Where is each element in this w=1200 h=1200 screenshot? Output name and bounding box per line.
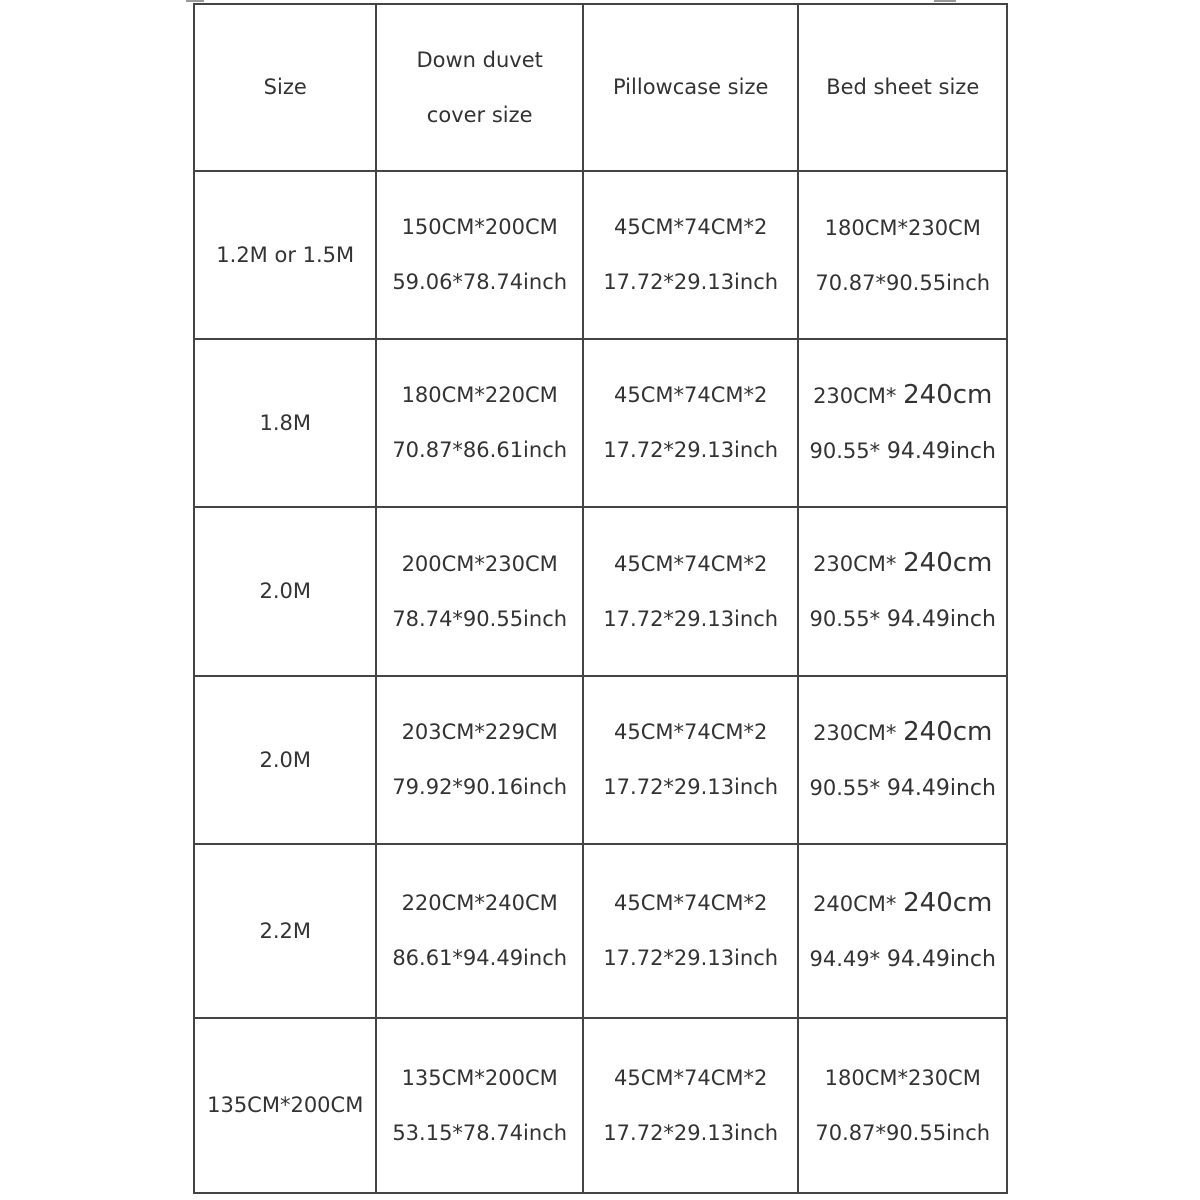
duvet-cm-value: 135CM*200CM [401, 1065, 558, 1090]
top-edge-mark-left [186, 0, 204, 2]
duvet-cell [376, 676, 583, 844]
sheet-inch-value [799, 1106, 1006, 1161]
size-value: 1.8M [259, 410, 311, 435]
sheet-inch-value [799, 256, 1006, 311]
pillow-cm-value: 45CM*74CM*2 [614, 891, 768, 915]
size-cell [194, 507, 376, 676]
table-header-row [194, 4, 1007, 171]
sheet-cm-part-b: 240cm [903, 887, 993, 918]
sheet-cm-value [799, 200, 1006, 256]
pillow-inch-value: 17.72*29.13inch [603, 270, 779, 294]
table-row [194, 1018, 1007, 1193]
sheet-inch-part-b: 94.49inch [886, 607, 996, 632]
sheet-cm-part-a: 240CM* [813, 891, 897, 916]
sheet-inch-part-a: 90.55* [809, 438, 881, 463]
table-row [194, 507, 1007, 676]
pillow-cell [583, 171, 799, 339]
table-row [194, 676, 1007, 844]
header-size-label: Size [263, 75, 307, 99]
duvet-cm-value: 203CM*229CM [401, 720, 558, 744]
duvet-cm-value: 220CM*240CM [401, 891, 558, 915]
sheet-inch-part-a: 70.87*90.55inch [815, 1121, 991, 1145]
duvet-cell [376, 171, 583, 339]
sheet-cm-part-a: 180CM*230CM [824, 1066, 981, 1090]
duvet-cell [376, 339, 583, 507]
size-cell [194, 844, 376, 1018]
sheet-inch-value [799, 761, 1006, 816]
pillow-cm-value: 45CM*74CM*2 [614, 1065, 768, 1090]
sheet-cell [798, 676, 1007, 844]
header-sheet-label: Bed sheet size [826, 75, 980, 99]
sheet-cm-part-a: 230CM* [813, 552, 897, 576]
pillow-cell [583, 339, 799, 507]
sheet-inch-part-b: 94.49inch [886, 946, 996, 972]
sheet-inch-value [799, 932, 1006, 987]
pillow-inch-value: 17.72*29.13inch [603, 606, 779, 631]
sheet-inch-part-a: 94.49* [809, 946, 881, 971]
sheet-cm-value [799, 536, 1006, 592]
table-row [194, 339, 1007, 507]
pillow-inch-value: 17.72*29.13inch [603, 775, 779, 799]
duvet-cm-value: 200CM*230CM [401, 551, 558, 576]
pillow-cm-value: 45CM*74CM*2 [614, 551, 768, 576]
sheet-inch-value [799, 592, 1006, 647]
pillow-inch-value: 17.72*29.13inch [603, 946, 779, 970]
table-row [194, 171, 1007, 339]
bedding-size-table [193, 3, 1008, 1194]
sheet-inch-value [799, 424, 1006, 479]
header-duvet-label-line2: cover size [426, 102, 533, 127]
header-size-cell [194, 4, 376, 171]
sheet-cm-value [799, 368, 1006, 424]
table-row [194, 844, 1007, 1018]
size-cell [194, 1018, 376, 1193]
sheet-cm-part-b: 240cm [903, 716, 993, 747]
sheet-inch-part-b: 94.49inch [886, 775, 996, 801]
pillow-inch-value: 17.72*29.13inch [603, 438, 779, 462]
sheet-cell [798, 844, 1007, 1018]
header-duvet-label-line1: Down duvet [416, 47, 543, 72]
sheet-inch-part-a: 70.87*90.55inch [815, 270, 991, 295]
duvet-cell [376, 507, 583, 676]
size-value: 2.2M [259, 918, 311, 943]
size-cell [194, 171, 376, 339]
sheet-cell [798, 1018, 1007, 1193]
duvet-cm-value: 180CM*220CM [401, 383, 558, 407]
sheet-cm-value [799, 705, 1006, 761]
duvet-inch-value: 86.61*94.49inch [392, 946, 568, 970]
sheet-cm-part-a: 180CM*230CM [824, 215, 981, 240]
pillow-cell [583, 1018, 799, 1193]
pillow-cell [583, 676, 799, 844]
pillow-cell [583, 844, 799, 1018]
pillow-cm-value: 45CM*74CM*2 [614, 720, 768, 744]
duvet-inch-value: 70.87*86.61inch [392, 438, 568, 462]
duvet-inch-value: 59.06*78.74inch [392, 270, 568, 294]
pillow-cm-value: 45CM*74CM*2 [614, 383, 768, 407]
sheet-cm-part-b: 240cm [903, 379, 993, 410]
header-duvet-cell [376, 4, 583, 171]
size-value: 2.0M [259, 747, 311, 772]
sheet-cm-part-b: 240cm [903, 548, 993, 578]
duvet-inch-value: 78.74*90.55inch [392, 606, 568, 631]
size-value: 2.0M [259, 579, 311, 603]
duvet-cell [376, 1018, 583, 1193]
sheet-inch-part-a: 90.55* [809, 607, 881, 631]
sheet-cell [798, 507, 1007, 676]
pillow-cell [583, 507, 799, 676]
size-value: 135CM*200CM [207, 1093, 364, 1117]
duvet-cm-value: 150CM*200CM [401, 215, 558, 239]
pillow-inch-value: 17.72*29.13inch [603, 1120, 779, 1145]
sheet-inch-part-a: 90.55* [809, 775, 881, 800]
header-sheet-cell [798, 4, 1007, 171]
duvet-inch-value: 79.92*90.16inch [392, 775, 568, 799]
top-edge-mark-right [934, 0, 956, 2]
sheet-cm-value [799, 876, 1006, 932]
sheet-cm-part-a: 230CM* [813, 720, 897, 745]
size-cell [194, 339, 376, 507]
pillow-cm-value: 45CM*74CM*2 [614, 215, 768, 239]
sheet-cell [798, 339, 1007, 507]
duvet-cell [376, 844, 583, 1018]
sheet-inch-part-b: 94.49inch [886, 438, 996, 464]
header-pillow-cell [583, 4, 799, 171]
size-value: 1.2M or 1.5M [216, 242, 355, 267]
sheet-cm-part-a: 230CM* [813, 383, 897, 408]
sheet-cm-value [799, 1050, 1006, 1106]
sheet-cell [798, 171, 1007, 339]
size-cell [194, 676, 376, 844]
header-pillow-label: Pillowcase size [612, 75, 769, 99]
duvet-inch-value: 53.15*78.74inch [392, 1120, 568, 1145]
